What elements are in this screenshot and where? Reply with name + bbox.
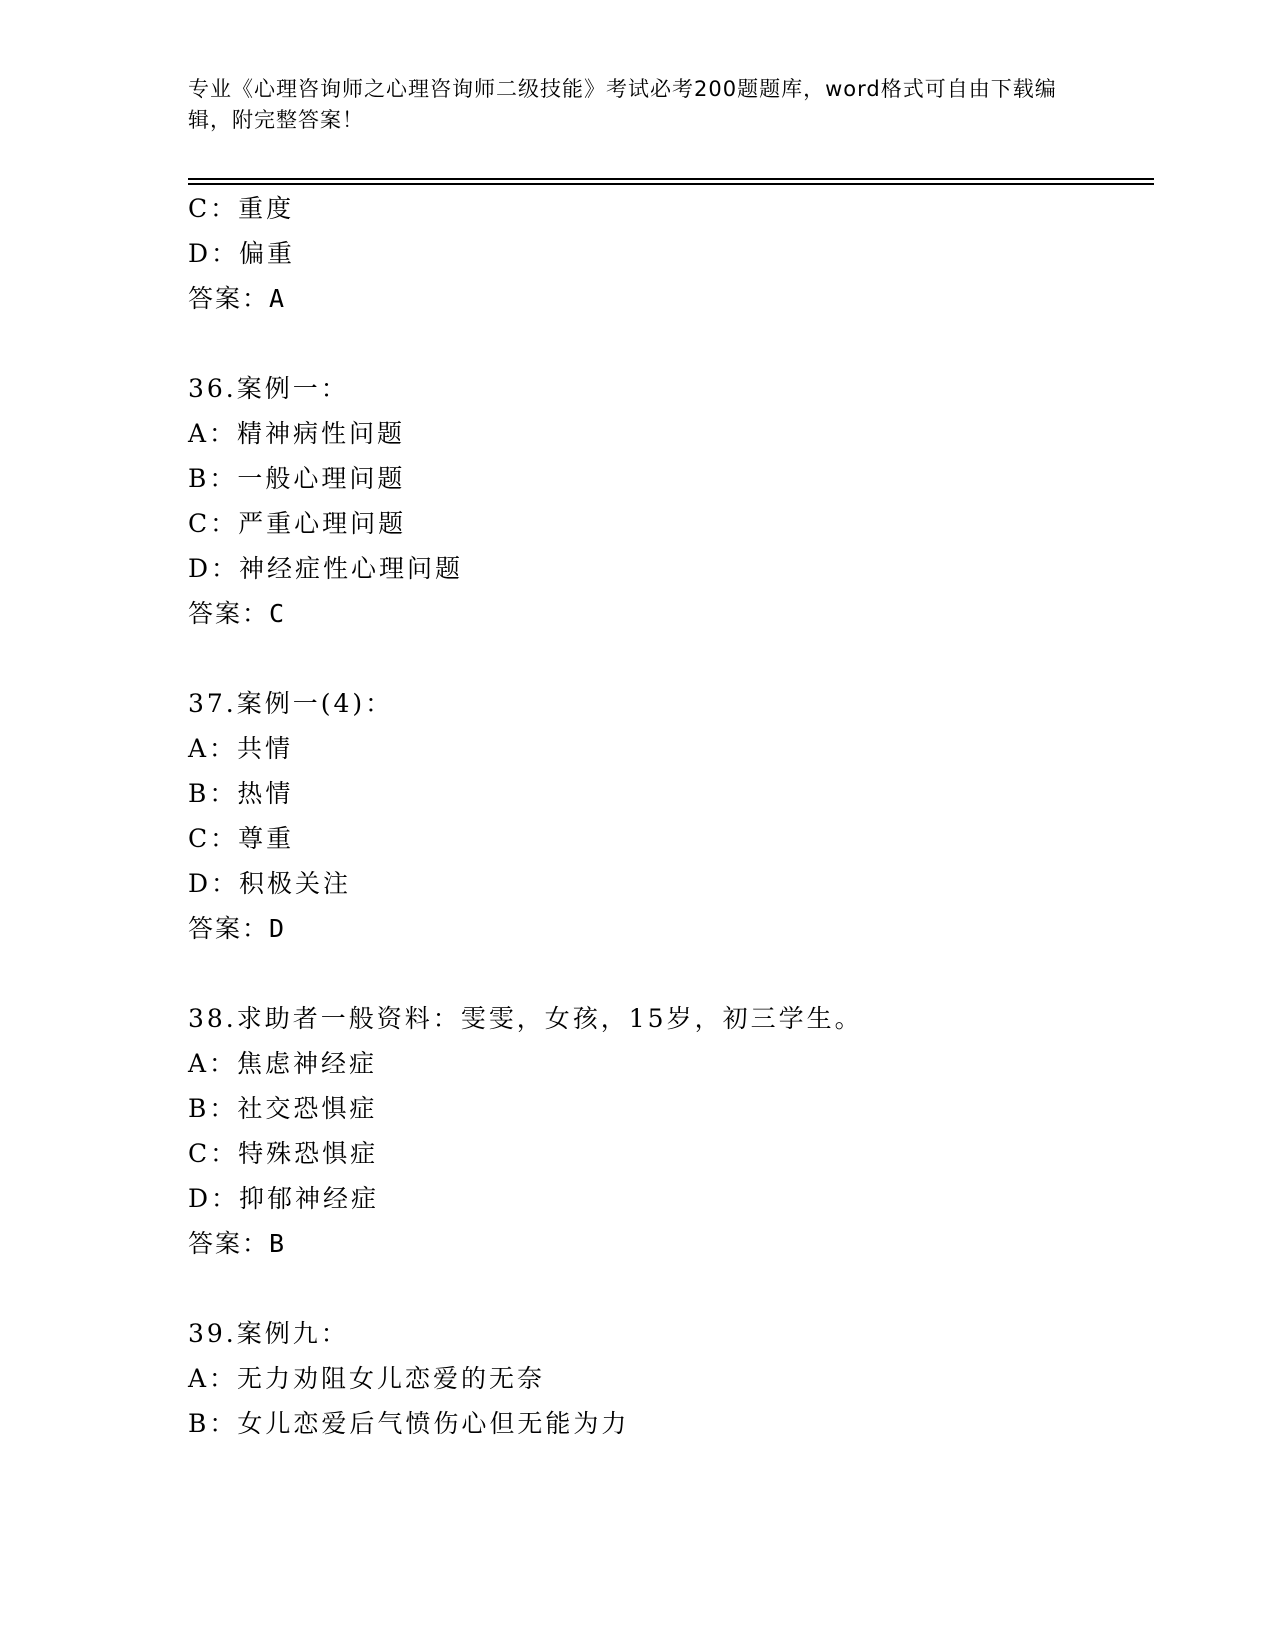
answer-value: B: [269, 1229, 287, 1258]
q35-answer: [188, 284, 286, 314]
answer-value: C: [269, 599, 287, 628]
q39-option-b: B：女儿恋爱后气愤伤心但无能为力: [188, 1409, 630, 1438]
q37-option-c: C：尊重: [188, 824, 295, 853]
q36-stem: 36.案例一：: [188, 374, 349, 403]
q38-option-a: A：焦虑神经症: [188, 1049, 378, 1078]
q37-option-b: B：热情: [188, 779, 294, 808]
q38-stem: 38.求助者一般资料：雯雯，女孩，15岁，初三学生。: [188, 1004, 863, 1033]
header-divider-top: [188, 178, 1154, 180]
document-header: 专业《心理咨询师之心理咨询师二级技能》考试必考200题题库，word格式可自由下载编辑，附完整答案！: [188, 77, 1057, 132]
q39-option-a: A：无力劝阻女儿恋爱的无奈: [188, 1364, 546, 1393]
q36-option-d: D：神经症性心理问题: [188, 554, 464, 583]
q39-stem: 39.案例九：: [188, 1319, 349, 1348]
q38-option-c: C：特殊恐惧症: [188, 1139, 379, 1168]
answer-value: A: [269, 284, 287, 313]
answer-label: 答案：: [188, 914, 270, 943]
q38-option-b: B：社交恐惧症: [188, 1094, 378, 1123]
answer-label: 答案：: [188, 599, 270, 628]
q38-option-d: D：抑郁神经症: [188, 1184, 380, 1213]
q36-option-b: B：一般心理问题: [188, 464, 406, 493]
q35-option-c: C：重度: [188, 194, 295, 223]
q36-option-c: C：严重心理问题: [188, 509, 407, 538]
q37-answer: [188, 914, 286, 944]
q37-option-a: A：共情: [188, 734, 294, 763]
answer-label: 答案：: [188, 284, 270, 313]
answer-value: D: [269, 914, 287, 943]
q38-answer: [188, 1229, 286, 1259]
header-divider-bottom: [188, 183, 1154, 185]
q37-option-d: D：积极关注: [188, 869, 352, 898]
answer-label: 答案：: [188, 1229, 270, 1258]
q36-answer: [188, 599, 286, 629]
q37-stem: 37.案例一(4)：: [188, 689, 394, 718]
q36-option-a: A：精神病性问题: [188, 419, 406, 448]
q35-option-d: D：偏重: [188, 239, 296, 268]
